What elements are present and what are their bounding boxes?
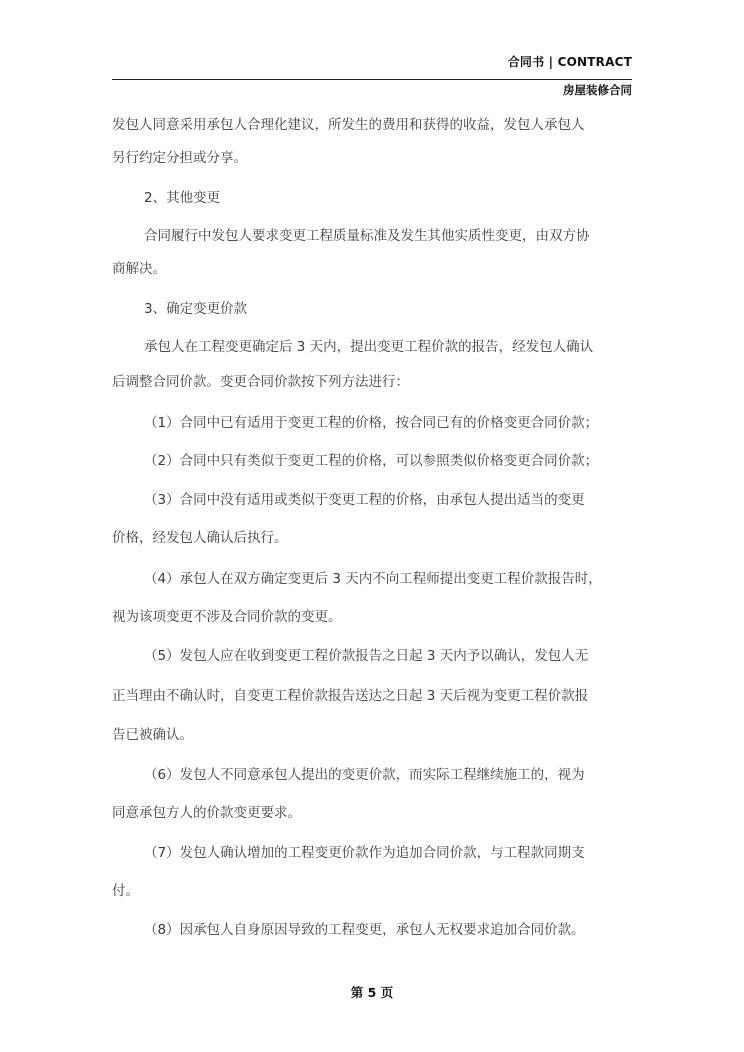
list-item: （6）发包人不同意承包人提出的变更价款，而实际工程继续施工的，视为 xyxy=(144,767,585,783)
body-line: 告已被确认。 xyxy=(112,727,193,743)
body-line: 发包人同意采用承包人合理化建议，所发生的费用和获得的收益，发包人承包人 xyxy=(112,117,585,133)
list-item: （5）发包人应在收到变更工程价款报告之日起 3 天内予以确认，发包人无 xyxy=(144,648,589,664)
header-subtitle: 房屋装修合同 xyxy=(563,83,632,97)
list-item: （1）合同中已有适用于变更工程的价格，按合同已有的价格变更合同价款； xyxy=(144,415,599,431)
list-item: （8）因承包人自身原因导致的工程变更，承包人无权要求追加合同价款。 xyxy=(144,922,585,938)
body-line: 视为该项变更不涉及合同价款的变更。 xyxy=(112,609,342,625)
list-item: （4）承包人在双方确定变更后 3 天内不向工程师提出变更工程价款报告时， xyxy=(144,571,602,587)
body-line: 价格，经发包人确认后执行。 xyxy=(112,530,288,546)
list-item: （2）合同中只有类似于变更工程的价格，可以参照类似价格变更合同价款； xyxy=(144,453,599,469)
body-line: 合同履行中发包人要求变更工程质量标准及发生其他实质性变更，由双方协 xyxy=(144,228,590,244)
body-line: 同意承包方人的价款变更要求。 xyxy=(112,805,301,821)
body-line: 承包人在工程变更确定后 3 天内，提出变更工程价款的报告，经发包人确认 xyxy=(144,339,594,355)
body-line: 正当理由不确认时，自变更工程价款报告送达之日起 3 天后视为变更工程价款报 xyxy=(112,688,589,704)
body-line: 商解决。 xyxy=(112,261,166,277)
body-line: 后调整合同价款。变更合同价款按下列方法进行： xyxy=(112,374,409,390)
body-line: 付。 xyxy=(112,883,139,899)
section-heading: 2、其他变更 xyxy=(144,190,221,206)
page-number: 第 5 页 xyxy=(350,985,394,1000)
page-header xyxy=(112,0,632,100)
header-divider xyxy=(112,79,632,80)
header-title: 合同书 | CONTRACT xyxy=(507,55,632,69)
body-line: 另行约定分担或分享。 xyxy=(112,150,247,166)
section-heading: 3、确定变更价款 xyxy=(144,301,248,317)
list-item: （3）合同中没有适用或类似于变更工程的价格，由承包人提出适当的变更 xyxy=(144,492,585,508)
list-item: （7）发包人确认增加的工程变更价款作为追加合同价款，与工程款同期支 xyxy=(144,845,585,861)
